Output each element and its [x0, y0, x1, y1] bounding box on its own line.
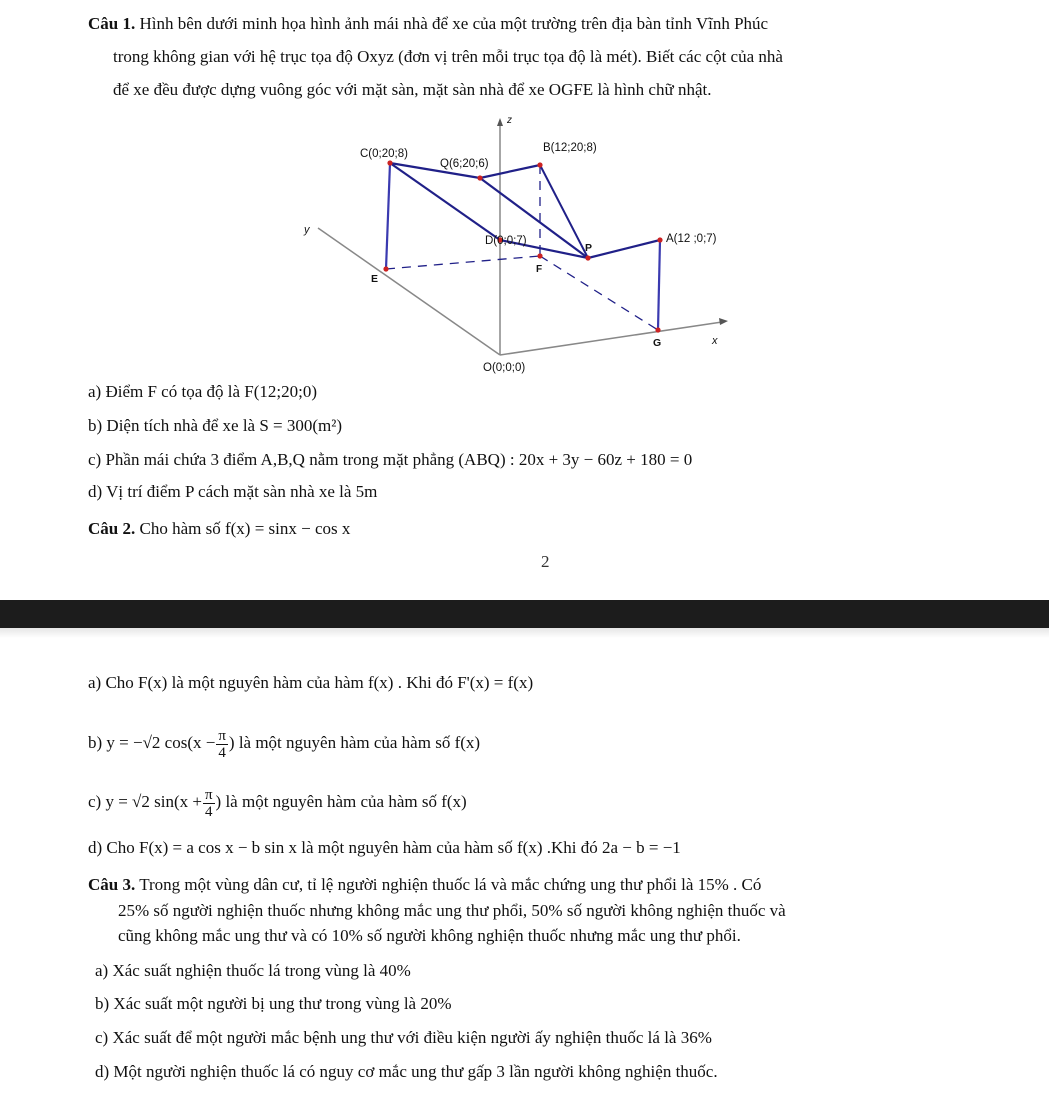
point-e	[383, 266, 388, 271]
roof-pa	[588, 240, 660, 258]
y-axis	[318, 228, 500, 355]
label-x: x	[712, 335, 718, 347]
point-a	[657, 237, 662, 242]
pillar-ce	[386, 163, 390, 269]
q3-option-b: b) Xác suất một người bị ung thư trong vùng là 20%	[95, 994, 452, 1013]
label-g: G	[653, 337, 662, 349]
q2-stem-line	[88, 519, 350, 539]
q1-option-c: c) Phần mái chứa 3 điểm A,B,Q nằm trong mặt phẳng (ABQ) : 20x + 3y − 60z + 180 = 0	[88, 450, 693, 469]
q2-option-b	[88, 723, 480, 763]
q3-option-a: a) Xác suất nghiện thuốc lá trong vùng là 40%	[95, 961, 411, 980]
pillar-ag	[658, 240, 660, 330]
q1-option-d: d) Vị trí điểm P cách mặt sàn nhà xe là 5m	[88, 482, 378, 501]
roof-bp	[540, 165, 588, 258]
q2-b-pre: b) y = −√2 cos(x −	[88, 733, 216, 752]
label-q: Q(6;20;6)	[440, 158, 489, 170]
q2-c-post: ) là một nguyên hàm của hàm số f(x)	[215, 792, 467, 811]
q1-intro-line-2: trong không gian với hệ trục tọa độ Oxyz (đơn vị trên mỗi trục tọa độ là mét). Biết các cột của nhà	[113, 47, 783, 66]
z-axis-arrow	[497, 118, 503, 126]
q3-option-d: d) Một người nghiện thuốc lá có nguy cơ mắc ung thư gấp 3 lần người không nghiện thuốc.	[95, 1062, 718, 1081]
q3-stem-text-1: Trong một vùng dân cư, tỉ lệ người nghiện thuốc lá và mắc chứng ung thư phổi là 15% . Có	[139, 875, 762, 894]
q1-option-b: b) Diện tích nhà để xe là S = 300(m²)	[88, 416, 343, 435]
q1-intro-text-1: Hình bên dưới minh họa hình ảnh mái nhà để xe của một trường trên địa bàn tỉnh Vĩnh Phúc	[139, 14, 769, 33]
label-e: E	[371, 273, 379, 285]
q2-c-pre: c) y = √2 sin(x +	[88, 792, 202, 811]
page-number: 2	[541, 552, 550, 571]
q2-option-a: a) Cho F(x) là một nguyên hàm của hàm f(x) . Khi đó F'(x) = f(x)	[88, 673, 534, 692]
label-d: D(0;0;7)	[485, 235, 527, 247]
q2-b-den: 4	[218, 744, 226, 761]
q2-b-num: π	[218, 727, 226, 744]
label-a: A(12 ;0;7)	[666, 233, 717, 245]
q3-label: Câu 3.	[88, 875, 136, 894]
q2-b-fraction	[216, 728, 228, 761]
point-q	[477, 175, 482, 180]
point-g	[655, 327, 660, 332]
q1-label: Câu 1.	[88, 14, 136, 33]
label-f: F	[536, 264, 543, 275]
floor-edge-ef	[386, 256, 540, 269]
q3-stem-line-3: cũng không mắc ung thư và có 10% số người không nghiện thuốc nhưng mắc ung thư phổi.	[118, 926, 741, 945]
q2-label: Câu 2.	[88, 519, 136, 538]
top-edge	[0, 0, 1049, 6]
q1-option-a: a) Điểm F có tọa độ là F(12;20;0)	[88, 382, 317, 401]
page-break-band	[0, 600, 1049, 628]
q2-c-den: 4	[205, 803, 213, 820]
q2-c-fraction	[203, 787, 215, 820]
q1-intro-line-3: để xe đều được dựng vuông góc với mặt sàn, mặt sàn nhà để xe OGFE là hình chữ nhật.	[113, 80, 712, 99]
x-axis-arrow	[719, 318, 728, 325]
q3-stem-line-2: 25% số người nghiện thuốc nhưng không mắc ung thư phổi, 50% số người không nghiện thuốc và	[118, 901, 786, 920]
point-p	[585, 255, 590, 260]
q2-c-num: π	[204, 786, 213, 803]
label-z: z	[507, 115, 512, 126]
q3-stem-line-1	[88, 875, 761, 895]
label-b: B(12;20;8)	[543, 142, 597, 154]
point-b	[537, 162, 542, 167]
q3-option-c: c) Xác suất để một người mắc bệnh ung thư với điều kiện người ấy nghiện thuốc lá là 36%	[95, 1028, 712, 1047]
roof-qb	[480, 165, 540, 178]
q2-b-post: ) là một nguyên hàm của hàm số f(x)	[228, 733, 481, 752]
point-c	[387, 160, 392, 165]
label-c: C(0;20;8)	[360, 148, 408, 160]
q2-option-d: d) Cho F(x) = a cos x − b sin x là một nguyên hàm của hàm số f(x) .Khi đó 2a − b = −1	[88, 838, 681, 857]
q2-option-c	[88, 782, 467, 822]
x-axis	[500, 322, 722, 355]
q1-intro-line-1	[88, 14, 768, 34]
floor-edge-fg	[540, 256, 658, 330]
label-o: O(0;0;0)	[483, 362, 526, 374]
page-break-shadow	[0, 628, 1049, 638]
label-y: y	[304, 224, 310, 236]
q2-stem-text: Cho hàm số f(x) = sinx − cos x	[139, 519, 351, 538]
roof-cd	[390, 163, 500, 240]
parking-roof-figure	[290, 110, 760, 380]
label-p: P	[585, 242, 593, 254]
point-f	[537, 253, 542, 258]
